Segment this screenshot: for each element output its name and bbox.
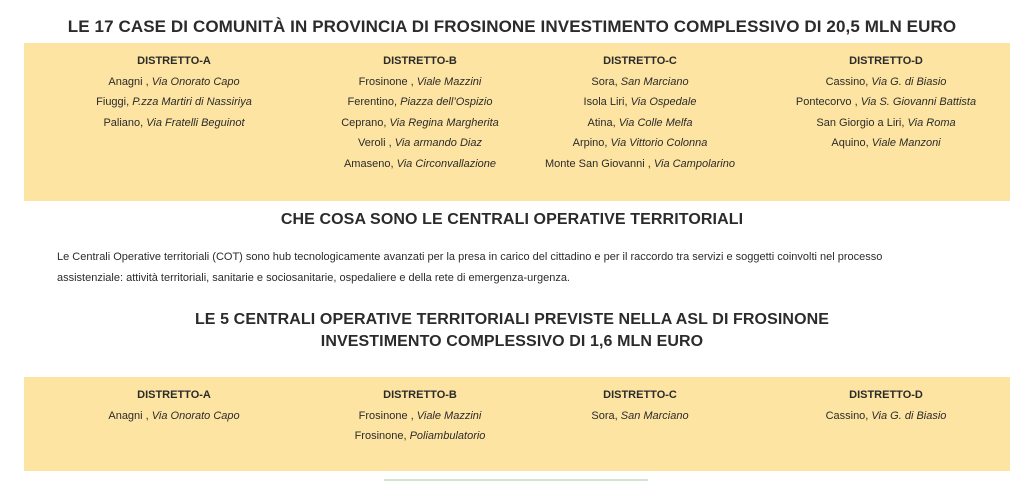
cot-definition-paragraph xyxy=(57,247,957,289)
case-comunita-panel xyxy=(24,43,1010,201)
district-b-item: Ceprano, Via Regina Margherita xyxy=(341,116,499,129)
cot-district-c-heading: DISTRETTO-C xyxy=(603,389,677,401)
district-a-item: Anagni , Via Onorato Capo xyxy=(108,75,240,88)
district-b-item: Amaseno, Via Circonvallazione xyxy=(343,157,497,170)
cot-district-d-column xyxy=(763,385,1009,426)
district-b-item: Ferentino, Piazza dell’Ospizio xyxy=(347,96,493,109)
district-a-item: Paliano, Via Fratelli Beguinot xyxy=(103,116,245,129)
cot-district-a-column xyxy=(51,385,297,426)
district-b-column xyxy=(297,51,543,175)
cot-panel xyxy=(24,377,1010,471)
district-c-item: Isola Liri, Via Ospedale xyxy=(583,96,697,109)
district-d-item: Aquino, Viale Manzoni xyxy=(831,137,941,150)
district-b-item: Frosinone , Viale Mazzini xyxy=(358,75,482,88)
cot-district-b-item: Frosinone, Poliambulatorio xyxy=(354,430,486,443)
district-a-column xyxy=(51,51,297,133)
cot-district-c-column xyxy=(517,385,763,426)
cot-definition-title: CHE COSA SONO LE CENTRALI OPERATIVE TERRITORIALI xyxy=(280,211,744,228)
district-c-column xyxy=(517,51,763,175)
district-c-item: Monte San Giovanni , Via Campolarino xyxy=(545,157,735,170)
district-d-item: Pontecorvo , Via S. Giovanni Battista xyxy=(795,96,977,109)
district-c-heading: DISTRETTO-C xyxy=(603,55,677,67)
district-c-item: Sora, San Marciano xyxy=(591,75,689,88)
cot-district-b-item: Frosinone , Viale Mazzini xyxy=(358,409,482,422)
cot-definition-line: Le Centrali Operative territoriali (COT) sono hub tecnologicamente avanzati per la presa in carico del cittadino e per il raccordo tra servizi e soggetti coinvolti nel processo xyxy=(57,251,883,263)
cot-district-d-heading: DISTRETTO-D xyxy=(849,389,923,401)
district-d-item: Cassino, Via G. di Biasio xyxy=(825,75,947,88)
cot-asl-title-line: INVESTIMENTO COMPLESSIVO DI 1,6 MLN EURO xyxy=(320,333,704,350)
district-b-item: Veroli , Via armando Diaz xyxy=(358,137,482,150)
cot-district-a-heading: DISTRETTO-A xyxy=(137,389,211,401)
district-a-heading: DISTRETTO-A xyxy=(137,55,211,67)
district-a-item: Fiuggi, P.zza Martiri di Nassiriya xyxy=(96,96,252,109)
district-c-item: Atina, Via Colle Melfa xyxy=(587,116,693,129)
case-comunita-title: LE 17 CASE DI COMUNITÀ IN PROVINCIA DI FROSINONE INVESTIMENTO COMPLESSIVO DI 20,5 MLN EURO xyxy=(67,17,957,36)
district-d-heading: DISTRETTO-D xyxy=(849,55,923,67)
district-b-heading: DISTRETTO-B xyxy=(383,55,457,67)
cot-asl-title-line: LE 5 CENTRALI OPERATIVE TERRITORIALI PREVISTE NELLA ASL DI FROSINONE xyxy=(194,311,830,328)
district-d-column xyxy=(763,51,1009,154)
cot-district-c-item: Sora, San Marciano xyxy=(591,409,689,422)
district-d-item: San Giorgio a Liri, Via Roma xyxy=(816,116,956,129)
cot-asl-title xyxy=(0,309,1024,353)
cot-definition-line: assistenziale: attività territoriali, sanitarie e sociosanitarie, ospedaliere e della rete di emergenza-urgenza. xyxy=(57,272,570,284)
cot-district-a-item: Anagni , Via Onorato Capo xyxy=(108,409,240,422)
district-c-item: Arpino, Via Vittorio Colonna xyxy=(572,137,708,150)
cot-district-b-heading: DISTRETTO-B xyxy=(383,389,457,401)
cot-district-d-item: Cassino, Via G. di Biasio xyxy=(825,409,947,422)
cot-district-b-column xyxy=(297,385,543,447)
